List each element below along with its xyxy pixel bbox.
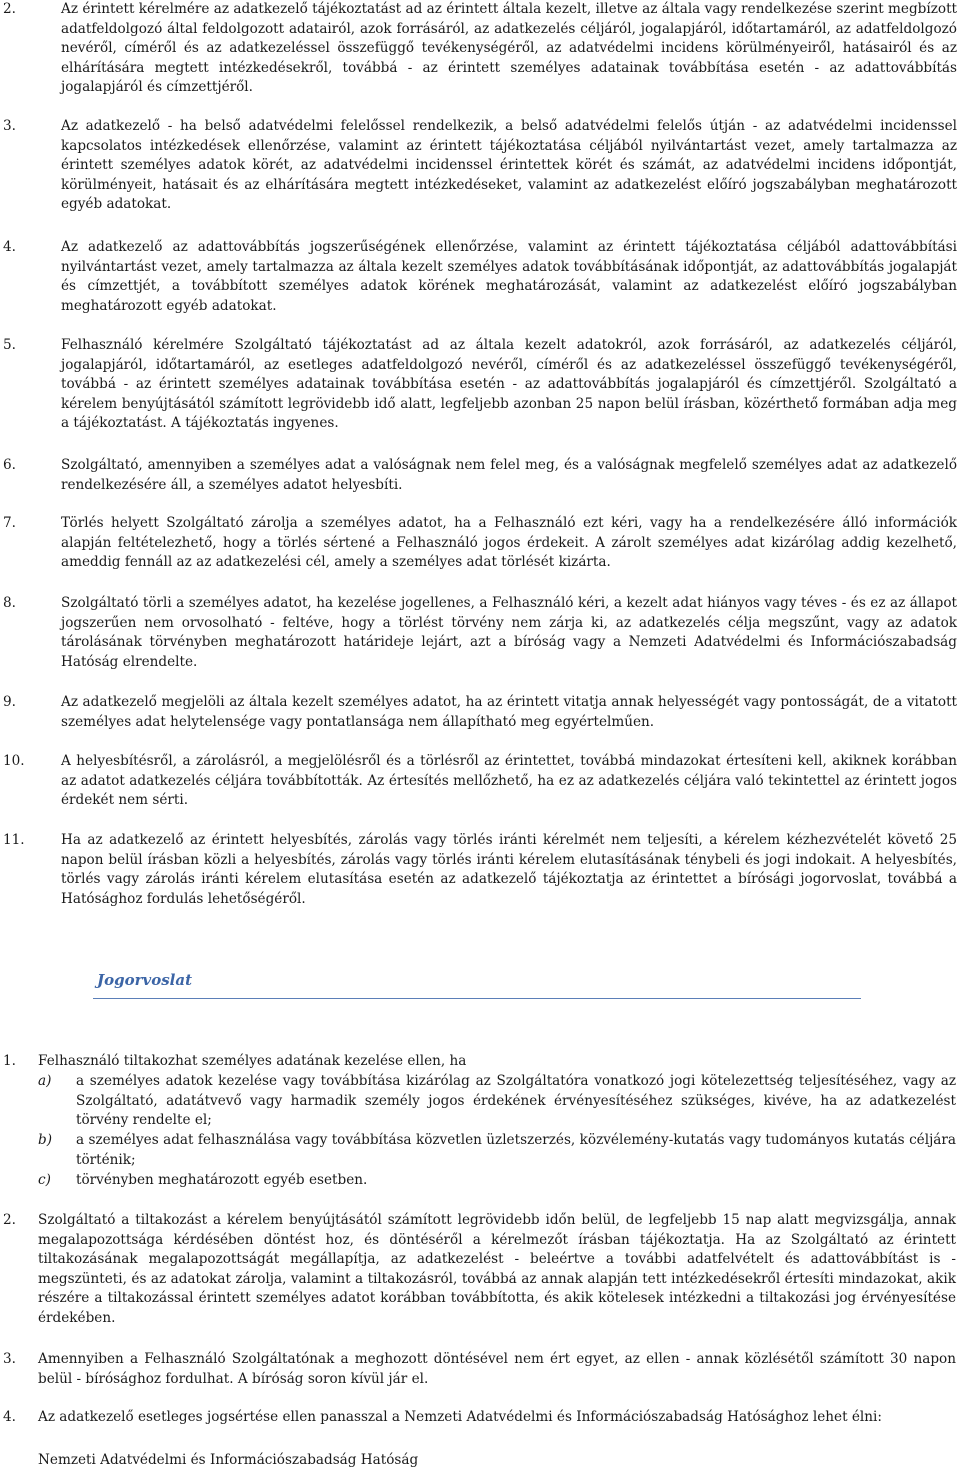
paragraph-number: 4. <box>3 239 16 255</box>
paragraph-number: 9. <box>3 694 16 710</box>
objection-number-3: 3. <box>3 1351 16 1367</box>
objection-text-3: Amennyiben a Felhasználó Szolgáltatónak a meghozott döntésével nem ért egyet, az ellen - annak közlésétől számított 30 napon belül - bírósághoz fordulhat. A bíróság soron kívül jár el. <box>38 1351 956 1387</box>
paragraph-number: 5. <box>3 337 16 353</box>
paragraph-number: 8. <box>3 595 16 611</box>
sub-item-text-a: a személyes adatok kezelése vagy továbbítása kizárólag az Szolgáltatóra vonatkozó jogi kötelezettség teljesítéséhez, vagy az Szolgáltató, adatátvevő vagy harmadik személy jogos érdekének érvényesítéséhez szükséges, kivéve, ha az adatkezelést törvény rendelte el; <box>76 1073 956 1129</box>
paragraph-number: 7. <box>3 515 16 531</box>
objection-number-2: 2. <box>3 1212 16 1228</box>
paragraph-text: Ha az adatkezelő az érintett helyesbítés, zárolás vagy törlés iránti kérelmét nem teljesíti, a kérelem kézhezvételét követő 25 napon belül írásban közli a helyesbítés, zárolás vagy törlés iránti kérelem elutasításának ténybeli és jogi indokait. A helyesbítés, törlés vagy zárolás iránti kérelem elutasítása esetén az adatkezelő tájékoztatja az érintettet a bírósági jogorvoslat, továbbá a Hatósághoz fordulás lehetőségéről. <box>61 832 957 907</box>
paragraph-text: Szolgáltató, amennyiben a személyes adat a valóságnak nem felel meg, és a valóságnak megfelelő személyes adat az adatkezelő rendelkezésére áll, a személyes adatot helyesbíti. <box>61 457 957 493</box>
paragraph-number: 2. <box>3 1 16 17</box>
paragraph-number: 6. <box>3 457 16 473</box>
paragraph-text: Törlés helyett Szolgáltató zárolja a személyes adatot, ha a Felhasználó ezt kéri, vagy ha a rendelkezésére álló információk alapján feltételezhető, hogy a törlés sértené a Felhasználó jogos érdekeit. A zárolt személyes adat kizárólag addig kezelhető, ameddig fennáll az az adatkezelési cél, amely a személyes adat törlését kizárta. <box>61 515 957 571</box>
objection-number-4: 4. <box>3 1409 16 1425</box>
authority-name: Nemzeti Adatvédelmi és Információszabadság Hatóság <box>38 1452 419 1468</box>
sub-item-label-c: c) <box>38 1172 51 1188</box>
paragraph-text: Felhasználó kérelmére Szolgáltató tájékoztatást ad az általa kezelt adatokról, azok forrásáról, az adatkezelés céljáról, jogalapjáról, időtartamáról, az esetleges adatfeldolgozó nevéről, címéről és az adatkezeléssel összefüggő tevékenységéről, továbbá - az érintett személyes adatainak továbbítása esetén - az adattovábbítás jogalapjáról és címzettjéről. Szolgáltató a kérelem benyújtásától számított legrövidebb idő alatt, legfeljebb azonban 25 napon belül írásban, közérthető formában adja meg a tájékoztatást. A tájékoztatás ingyenes. <box>61 337 957 432</box>
objection-text-2: Szolgáltató a tiltakozást a kérelem benyújtásától számított legrövidebb időn belül, de legfeljebb 15 nap alatt megvizsgálja, annak megalapozottsága kérdésében döntést hoz, és döntéséről a kérelmezőt írásban tájékoztatja. Ha az Szolgáltató az érintett tiltakozásának megalapozottságát megállapítja, az adatkezelést - beleértve a további adatfelvételt és adattovábbítást is - megszünteti, és az adatokat zárolja, valamint a tiltakozásról, továbbá az annak alapján tett intézkedésekről értesíti mindazokat, akik részére a tiltakozással érintett személyes adatot korábban továbbította, és akik kötelesek intézkedni a tiltakozási jog érvényesítése érdekében. <box>38 1212 956 1326</box>
objection-number-1: 1. <box>3 1053 16 1069</box>
sub-item-text-c: törvényben meghatározott egyéb esetben. <box>76 1172 368 1188</box>
paragraph-text: Az adatkezelő - ha belső adatvédelmi felelőssel rendelkezik, a belső adatvédelmi felelős útján - az adatvédelmi incidenssel kapcsolatos intézkedések ellenőrzése, valamint az érintett tájékoztatása céljából nyilvántartást vezet, amely tartalmazza az érintett személyes adatok körét, az adatvédelmi incidenssel érintettek körét és számát, az adatvédelmi incidens időpontját, körülményeit, hatásait és az elhárítására megtett intézkedéseket, valamint az adatkezelést előíró jogszabályban meghatározott egyéb adatokat. <box>61 118 957 213</box>
paragraph-text: Az adatkezelő megjelöli az általa kezelt személyes adatot, ha az érintett vitatja annak helyességét vagy pontosságát, de a vitatott személyes adat helytelensége vagy pontatlansága nem állapítható meg egyértelműen. <box>61 694 957 730</box>
paragraph-number: 10. <box>3 753 25 769</box>
paragraph-text: Szolgáltató törli a személyes adatot, ha kezelése jogellenes, a Felhasználó kéri, a kezelt adat hiányos vagy téves - és ez az állapot jogszerűen nem orvosolható - feltéve, hogy a törlést törvény nem zárja ki, az adatkezelés célja megszűnt, vagy az adatok tárolásának törvényben meghatározott határideje lejárt, azt a bíróság vagy a Nemzeti Adatvédelmi és Információszabadság Hatóság elrendelte. <box>61 595 957 670</box>
paragraph-text: Az adatkezelő az adattovábbítás jogszerűségének ellenőrzése, valamint az érintett tájékoztatása céljából adattovábbítási nyilvántartást vezet, amely tartalmazza az általa kezelt személyes adatok továbbításának időpontját, az adattovábbítás jogalapját és címzettjét, a továbbított személyes adatok körének meghatározását, valamint az adatkezelést előíró jogszabályban meghatározott egyéb adatokat. <box>61 239 957 314</box>
objection-text-1: Felhasználó tiltakozhat személyes adatának kezelése ellen, ha <box>38 1053 467 1069</box>
paragraph-text: A helyesbítésről, a zárolásról, a megjelölésről és a törlésről az érintettet, továbbá mindazokat értesíteni kell, akiknek korábban az adatot adatkezelés céljára továbbították. Az értesítés mellőzhető, ha ez az adatkezelés céljára való tekintettel az érintett jogos érdekét nem sérti. <box>61 753 957 809</box>
sub-item-label-b: b) <box>38 1132 53 1148</box>
paragraph-text: Az érintett kérelmére az adatkezelő tájékoztatást ad az érintett általa kezelt, illetve az általa vagy rendelkezése szerint megbízott adatfeldolgozó által feldolgozott adatairól, azok forrásáról, az adatkezelés céljáról, jogalapjáról, időtartamáról, az adatfeldolgozó nevéről, címéről és az adatkezeléssel összefüggő tevékenységéről, az adatvédelmi incidens körülményeiről, hatásairól és az elhárítására megtett intézkedésekről, továbbá - az érintett személyes adatainak továbbítása esetén - az adattovábbítás jogalapjáról és címzettjéről. <box>61 1 957 96</box>
paragraph-number: 3. <box>3 118 16 134</box>
sub-item-label-a: a) <box>38 1073 52 1089</box>
heading-underline <box>93 998 861 999</box>
section-heading: Jogorvoslat <box>97 971 193 989</box>
objection-text-4: Az adatkezelő esetleges jogsértése ellen panasszal a Nemzeti Adatvédelmi és Információszabadság Hatósághoz lehet élni: <box>38 1409 882 1425</box>
paragraph-number: 11. <box>3 832 25 848</box>
sub-item-text-b: a személyes adat felhasználása vagy továbbítása közvetlen üzletszerzés, közvélemény-kutatás vagy tudományos kutatás céljára történik; <box>76 1132 956 1168</box>
